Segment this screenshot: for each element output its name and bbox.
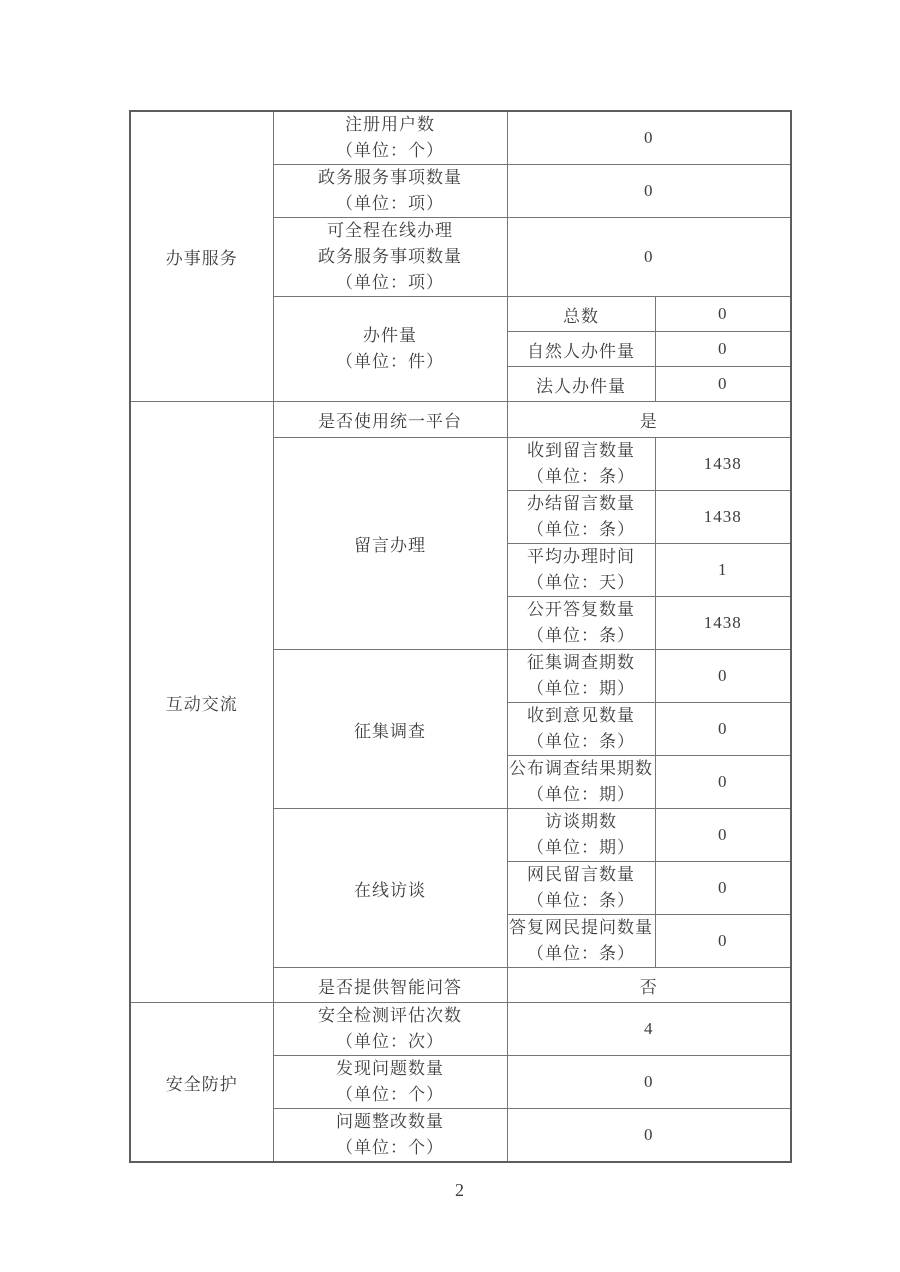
submetric-value: 0 (655, 297, 791, 332)
metric-unit: （单位：项） (336, 194, 444, 213)
group-unit: （单位：件） (336, 352, 444, 371)
metric-label-line2: 政务服务事项数量 (318, 247, 462, 266)
submetric-cell-public-replies (507, 597, 655, 650)
submetric-unit: （单位：期） (527, 785, 635, 804)
submetric-label: 收到意见数量 (527, 706, 635, 725)
metric-value: 0 (507, 165, 791, 218)
section-category-service (130, 111, 273, 402)
submetric-unit: （单位：条） (527, 626, 635, 645)
submetric-label: 平均办理时间 (527, 547, 635, 566)
group-label: 征集调查 (354, 721, 426, 741)
metric-label: 问题整改数量 (336, 1112, 444, 1131)
metric-unit: （单位：次） (336, 1032, 444, 1051)
metric-label: 可全程在线办理 (327, 221, 453, 240)
metric-cell-registered-users (273, 111, 507, 165)
group-label: 办件量 (363, 326, 417, 345)
section-category-label: 安全防护 (165, 1074, 238, 1094)
metric-cell-security-checks (273, 1003, 507, 1056)
metric-cell-problems-rectified (273, 1109, 507, 1163)
metric-value: 0 (507, 1056, 791, 1109)
metric-unit: （单位：个） (336, 1138, 444, 1157)
metric-value: 否 (507, 968, 791, 1003)
submetric-unit: （单位：期） (527, 838, 635, 857)
submetric-cell-avg-handling-time (507, 544, 655, 597)
submetric-cell-interview-issues (507, 809, 655, 862)
submetric-value: 1438 (655, 491, 791, 544)
submetric-unit: （单位：期） (527, 679, 635, 698)
submetric-label: 访谈期数 (545, 812, 617, 831)
submetric-cell-survey-issues (507, 650, 655, 703)
metric-cell-service-items (273, 165, 507, 218)
metric-cell-problems-found (273, 1056, 507, 1109)
submetric-cell-netizen-messages (507, 862, 655, 915)
submetric-label: 公布调查结果期数 (509, 759, 653, 778)
metric-label: 发现问题数量 (336, 1059, 444, 1078)
submetric-value: 0 (655, 862, 791, 915)
metric-value: 是 (507, 402, 791, 438)
section-category-security (130, 1003, 273, 1163)
submetric-value: 0 (655, 809, 791, 862)
metric-unit: （单位：个） (336, 141, 444, 160)
submetric-cell-opinions-received (507, 703, 655, 756)
group-cell-case-volume (273, 297, 507, 402)
section-category-label: 互动交流 (165, 694, 238, 714)
metric-value: 0 (507, 1109, 791, 1163)
metric-cell-online-service-items (273, 218, 507, 297)
group-cell-message-handling (273, 438, 507, 650)
metric-unit: （单位：项） (336, 273, 444, 292)
submetric-label: 收到留言数量 (527, 441, 635, 460)
submetric-label: 征集调查期数 (527, 653, 635, 672)
submetric-unit: （单位：条） (527, 732, 635, 751)
metric-cell-smart-qa: 是否提供智能问答 (273, 968, 507, 1003)
submetric-value: 0 (655, 703, 791, 756)
section-category-label: 办事服务 (165, 249, 238, 268)
submetric-value: 1 (655, 544, 791, 597)
metric-value: 0 (507, 218, 791, 297)
annual-report-table (129, 110, 792, 1163)
submetric-label-legal-person: 法人办件量 (507, 367, 655, 402)
metric-cell-unified-platform: 是否使用统一平台 (273, 402, 507, 438)
metric-label: 安全检测评估次数 (318, 1006, 462, 1025)
submetric-unit: （单位：天） (527, 573, 635, 592)
submetric-cell-netizen-replies (507, 915, 655, 968)
submetric-unit: （单位：条） (527, 944, 635, 963)
submetric-label: 答复网民提问数量 (509, 918, 653, 937)
submetric-value: 0 (655, 367, 791, 402)
submetric-label-natural-person: 自然人办件量 (507, 332, 655, 367)
submetric-label: 网民留言数量 (527, 865, 635, 884)
submetric-value: 0 (655, 756, 791, 809)
group-label: 留言办理 (354, 536, 426, 555)
submetric-unit: （单位：条） (527, 891, 635, 910)
metric-value: 4 (507, 1003, 791, 1056)
submetric-label: 公开答复数量 (527, 600, 635, 619)
submetric-cell-messages-received (507, 438, 655, 491)
submetric-unit: （单位：条） (527, 520, 635, 539)
group-cell-survey (273, 650, 507, 809)
metric-value: 0 (507, 111, 791, 165)
submetric-cell-messages-completed (507, 491, 655, 544)
metric-unit: （单位：个） (336, 1085, 444, 1104)
submetric-value: 0 (655, 332, 791, 367)
submetric-unit: （单位：条） (527, 467, 635, 486)
metric-label: 政务服务事项数量 (318, 168, 462, 187)
page-number: 2 (455, 1180, 464, 1200)
section-category-interaction (130, 402, 273, 1003)
submetric-label: 办结留言数量 (527, 494, 635, 513)
group-cell-online-interview (273, 809, 507, 968)
submetric-label-total: 总数 (507, 297, 655, 332)
submetric-cell-survey-results-published (507, 756, 655, 809)
submetric-value: 1438 (655, 597, 791, 650)
group-label: 在线访谈 (354, 880, 426, 900)
submetric-value: 1438 (655, 438, 791, 491)
submetric-value: 0 (655, 650, 791, 703)
metric-label: 注册用户数 (345, 115, 435, 134)
submetric-value: 0 (655, 915, 791, 968)
